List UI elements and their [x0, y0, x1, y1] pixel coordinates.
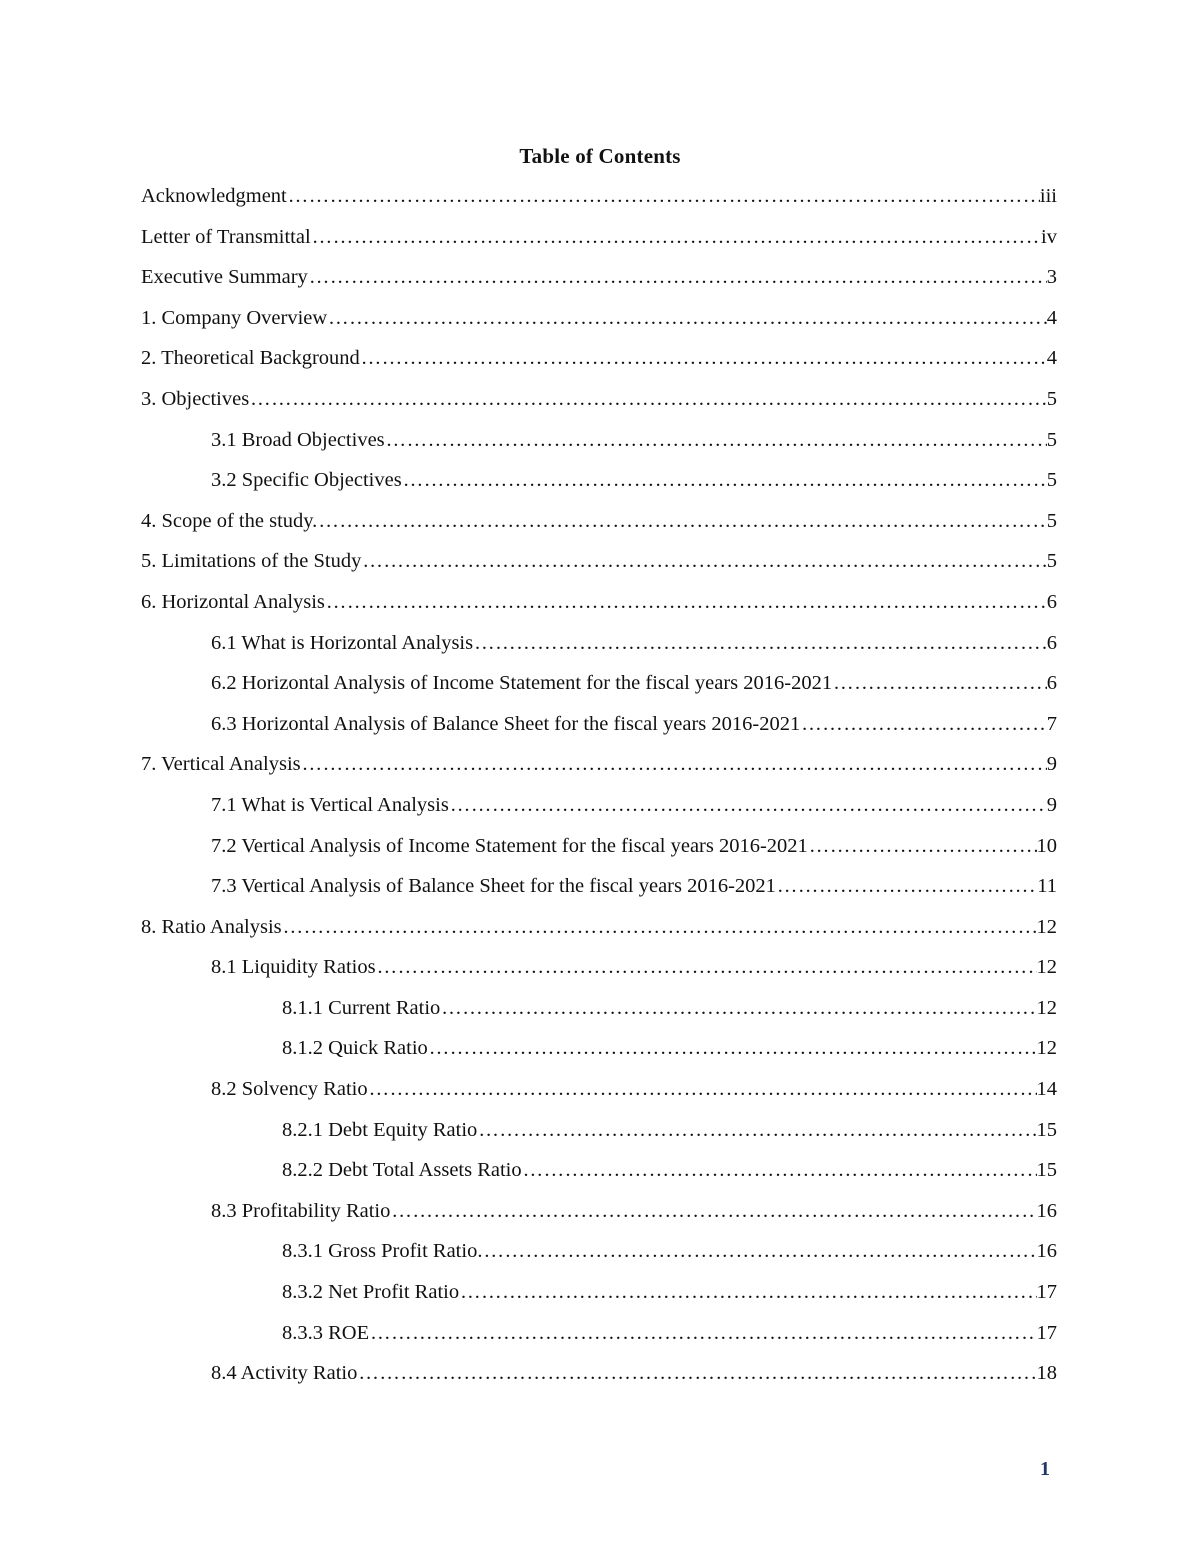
- toc-entry-label: 8.4 Activity Ratio: [211, 1362, 358, 1385]
- toc-entry[interactable]: [141, 749, 1057, 790]
- toc-entry[interactable]: [141, 506, 1057, 547]
- toc-entry-label: Acknowledgment: [141, 185, 287, 207]
- toc-entry-label: 8.1.1 Current Ratio: [282, 996, 441, 1019]
- toc-entry-page: 12: [1036, 915, 1057, 938]
- toc-dot-leader: [361, 546, 1046, 576]
- toc-entry-page: 7: [1046, 712, 1057, 735]
- toc-dot-leader: [287, 181, 1040, 211]
- toc-entry-label: 3.1 Broad Objectives: [211, 428, 385, 451]
- toc-entry-page: 15: [1036, 1118, 1057, 1141]
- toc-entry-page: iii: [1039, 185, 1057, 207]
- toc-entry-label: 8. Ratio Analysis: [141, 915, 282, 938]
- toc-entry-label: 8.1 Liquidity Ratios: [211, 956, 376, 979]
- toc-entry[interactable]: [141, 952, 1057, 993]
- toc-entry-page: 5: [1046, 550, 1057, 573]
- toc-entry-page: 5: [1046, 509, 1057, 532]
- toc-entry-label: 7.3 Vertical Analysis of Balance Sheet for the fiscal years 2016-2021: [211, 875, 776, 898]
- toc-entry[interactable]: [141, 181, 1057, 222]
- toc-entry-page: 6: [1046, 590, 1057, 613]
- toc-entry-page: 10: [1036, 834, 1057, 857]
- toc-entry-page: 16: [1036, 1199, 1057, 1222]
- toc-entry[interactable]: [141, 1318, 1057, 1359]
- toc-entry[interactable]: [141, 303, 1057, 344]
- toc-entry[interactable]: [141, 1196, 1057, 1237]
- toc-entry-page: 4: [1046, 306, 1057, 329]
- toc-entry-label: Letter of Transmittal: [141, 225, 311, 248]
- toc-entry-page: 17: [1036, 1281, 1057, 1304]
- toc-entry-page: 9: [1046, 753, 1057, 776]
- toc-dot-leader: [357, 1358, 1036, 1388]
- toc-entry-label: 2. Theoretical Background: [141, 347, 360, 370]
- toc-entry-label: 8.2.1 Debt Equity Ratio: [282, 1118, 478, 1141]
- toc-entry-label: 8.1.2 Quick Ratio: [282, 1037, 428, 1060]
- page-number: 1: [1040, 1458, 1050, 1480]
- toc-dot-leader: [327, 303, 1047, 333]
- toc-entry-label: 6. Horizontal Analysis: [141, 590, 325, 613]
- toc-dot-leader: [325, 587, 1047, 617]
- toc-dot-leader: [390, 1196, 1036, 1226]
- toc-entry-label: 3.2 Specific Objectives: [211, 469, 402, 492]
- toc-entry[interactable]: [141, 1115, 1057, 1156]
- toc-dot-leader: [301, 749, 1047, 779]
- toc-entry-page: 15: [1036, 1159, 1057, 1182]
- toc-dot-leader: [369, 1318, 1036, 1348]
- toc-entry-label: 3. Objectives: [141, 387, 250, 410]
- toc-entry[interactable]: [141, 222, 1057, 263]
- toc-entry-label: 8.2 Solvency Ratio: [211, 1078, 368, 1101]
- toc-entry[interactable]: [141, 628, 1057, 669]
- toc-entry-label: 8.3.2 Net Profit Ratio: [282, 1281, 460, 1304]
- toc-entry-page: 5: [1046, 469, 1057, 492]
- toc-entry[interactable]: [141, 587, 1057, 628]
- toc-dot-leader: [522, 1155, 1037, 1185]
- toc-entry-page: 12: [1036, 996, 1057, 1019]
- toc-entry-page: 14: [1036, 1078, 1057, 1101]
- toc-entry-label: 6.3 Horizontal Analysis of Balance Sheet for the fiscal years 2016-2021: [211, 712, 801, 735]
- toc-entry-label: 7.2 Vertical Analysis of Income Statement for the fiscal years 2016-2021: [211, 834, 808, 857]
- toc-entry[interactable]: [141, 1074, 1057, 1115]
- toc-entry[interactable]: [141, 546, 1057, 587]
- toc-dot-leader: [449, 790, 1047, 820]
- toc-entry-label: 1. Company Overview: [141, 306, 328, 329]
- toc-entry-page: 4: [1046, 347, 1057, 370]
- toc-entry[interactable]: [141, 831, 1057, 872]
- toc-dot-leader: [317, 506, 1046, 536]
- toc-dot-leader: [832, 668, 1047, 698]
- toc-dot-leader: [376, 952, 1037, 982]
- toc-entry[interactable]: [141, 1033, 1057, 1074]
- toc-entry[interactable]: [141, 262, 1057, 303]
- toc-entry-label: 6.1 What is Horizontal Analysis: [211, 631, 474, 654]
- toc-entry-page: 6: [1046, 631, 1057, 654]
- toc-dot-leader: [368, 1074, 1037, 1104]
- toc-dot-leader: [402, 465, 1047, 495]
- toc-entry-label: 5. Limitations of the Study: [141, 550, 362, 573]
- toc-entry-page: 5: [1046, 387, 1057, 410]
- toc-entry-page: iv: [1041, 225, 1057, 248]
- toc-entry-label: 8.3.3 ROE: [282, 1321, 370, 1344]
- toc-dot-leader: [477, 1115, 1036, 1145]
- toc-entry-page: 11: [1037, 875, 1057, 898]
- toc-entry[interactable]: [141, 871, 1057, 912]
- toc-entry[interactable]: [141, 709, 1057, 750]
- toc-entry-label: Executive Summary: [141, 266, 308, 289]
- toc-entry-page: 17: [1036, 1321, 1057, 1344]
- toc-dot-leader: [776, 871, 1037, 901]
- toc-entry-label: 8.2.2 Debt Total Assets Ratio: [282, 1159, 522, 1182]
- toc-entry-label: 4. Scope of the study.: [141, 509, 318, 532]
- toc-dot-leader: [808, 831, 1037, 861]
- toc-list: [141, 181, 1057, 1399]
- toc-entry-page: 12: [1036, 1037, 1057, 1060]
- toc-entry[interactable]: [141, 1358, 1057, 1399]
- toc-dot-leader: [473, 628, 1047, 658]
- toc-entry-label: 8.3.1 Gross Profit Ratio.: [282, 1240, 483, 1263]
- toc-entry-page: 12: [1036, 956, 1057, 979]
- toc-dot-leader: [249, 384, 1047, 414]
- toc-dot-leader: [482, 1236, 1036, 1266]
- toc-entry-page: 16: [1036, 1240, 1057, 1263]
- toc-entry[interactable]: [141, 425, 1057, 466]
- toc-dot-leader: [282, 912, 1037, 942]
- toc-entry-label: 8.3 Profitability Ratio: [211, 1199, 391, 1222]
- toc-dot-leader: [440, 993, 1036, 1023]
- toc-entry[interactable]: [141, 912, 1057, 953]
- toc-dot-leader: [428, 1033, 1037, 1063]
- toc-entry[interactable]: [141, 1236, 1057, 1277]
- toc-entry-page: 3: [1046, 266, 1057, 289]
- toc-entry[interactable]: [141, 384, 1057, 425]
- toc-entry-page: 5: [1046, 428, 1057, 451]
- toc-dot-leader: [311, 222, 1041, 252]
- toc-dot-leader: [385, 425, 1047, 455]
- toc-dot-leader: [800, 709, 1047, 739]
- toc-entry[interactable]: [141, 668, 1057, 709]
- toc-entry[interactable]: [141, 465, 1057, 506]
- toc-entry-label: 7. Vertical Analysis: [141, 753, 301, 776]
- toc-entry[interactable]: [141, 1277, 1057, 1318]
- toc-dot-leader: [308, 262, 1047, 292]
- toc-entry[interactable]: [141, 790, 1057, 831]
- toc-entry[interactable]: [141, 343, 1057, 384]
- toc-entry-label: 7.1 What is Vertical Analysis: [211, 793, 449, 816]
- toc-entry-page: 9: [1046, 793, 1057, 816]
- toc-dot-leader: [459, 1277, 1036, 1307]
- toc-entry-label: 6.2 Horizontal Analysis of Income Statement for the fiscal years 2016-2021: [211, 672, 833, 695]
- page-title: Table of Contents: [519, 144, 681, 168]
- toc-dot-leader: [360, 343, 1047, 373]
- toc-entry-page: 18: [1036, 1362, 1057, 1385]
- toc-entry[interactable]: [141, 1155, 1057, 1196]
- toc-entry[interactable]: [141, 993, 1057, 1034]
- toc-entry-page: 6: [1046, 672, 1057, 695]
